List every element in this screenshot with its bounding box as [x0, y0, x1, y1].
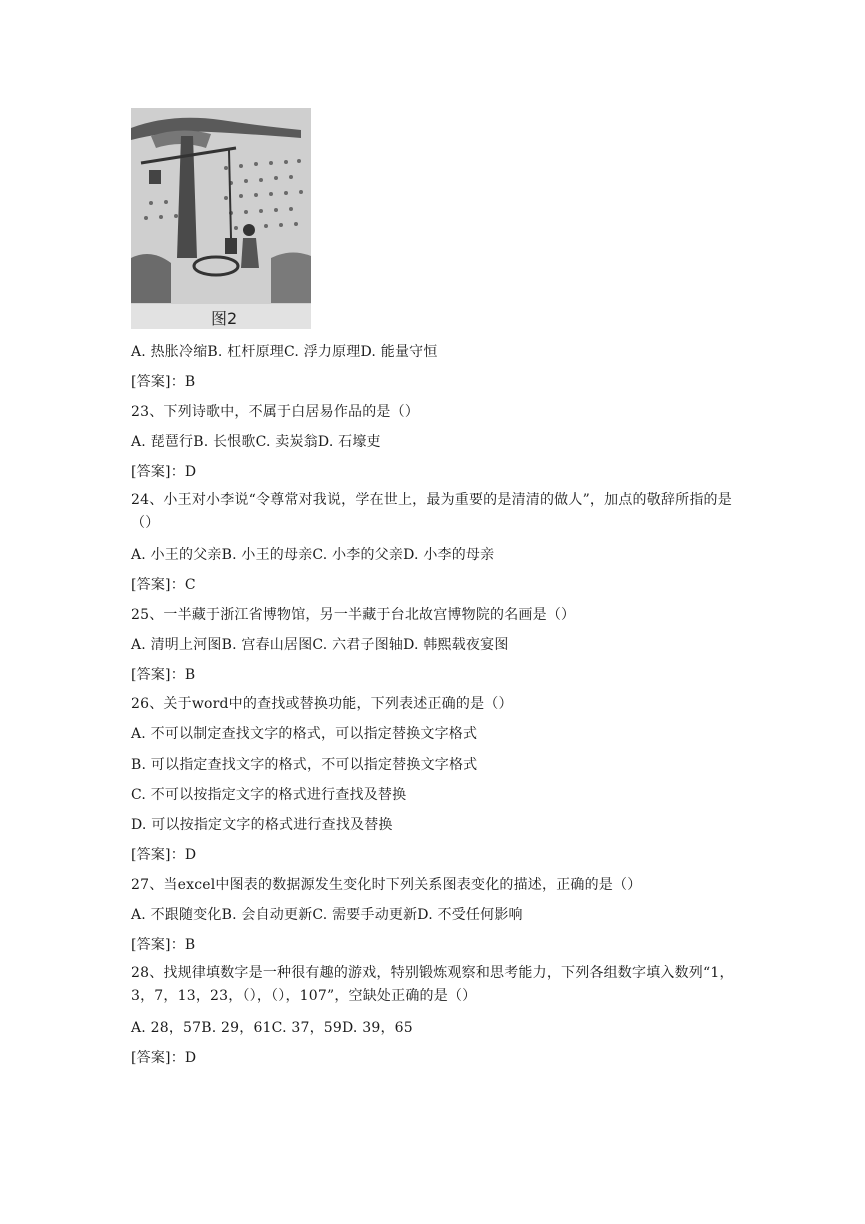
q27-options: A. 不跟随变化B. 会自动更新C. 需要手动更新D. 不受任何影响: [131, 907, 523, 923]
q23-options: A. 琵琶行B. 长恨歌C. 卖炭翁D. 石壕吏: [131, 434, 381, 450]
q28-answer: [答案]：D: [131, 1050, 197, 1066]
figure-image: [131, 108, 311, 329]
figure-caption: 图2: [211, 309, 238, 328]
q22-answer: [答案]：B: [131, 374, 196, 390]
q25-options: A. 清明上河图B. 宫春山居图C. 六君子图轴D. 韩熙载夜宴图: [131, 637, 509, 653]
well-sweep-illustration: [131, 108, 311, 329]
q26-option-a: A. 不可以制定查找文字的格式，可以指定替换文字格式: [131, 726, 478, 742]
q28-options: A. 28，57B. 29，61C. 37，59D. 39，65: [131, 1020, 413, 1036]
q25-question: 25、一半藏于浙江省博物馆，另一半藏于台北故宫博物院的名画是（）: [131, 607, 576, 623]
q23-answer: [答案]：D: [131, 464, 197, 480]
q26-option-b: B. 可以指定查找文字的格式，不可以指定替换文字格式: [131, 757, 478, 773]
q24-options: A. 小王的父亲B. 小王的母亲C. 小李的父亲D. 小李的母亲: [131, 547, 495, 563]
q22-options: A. 热胀冷缩B. 杠杆原理C. 浮力原理D. 能量守恒: [131, 344, 438, 360]
q23-question: 23、下列诗歌中，不属于白居易作品的是（）: [131, 404, 420, 420]
q26-option-d: D. 可以按指定文字的格式进行查找及替换: [131, 817, 393, 833]
q27-answer: [答案]：B: [131, 937, 196, 953]
q28-question: 28、找规律填数字是一种很有趣的游戏，特别锻炼观察和思考能力，下列各组数字填入数列“1，3，7，13，23，（），（），107”，空缺处正确的是（）: [131, 965, 734, 1004]
q26-option-c: C. 不可以按指定文字的格式进行查找及替换: [131, 787, 407, 803]
q26-answer: [答案]：D: [131, 847, 197, 863]
q27-question: 27、当excel中图表的数据源发生变化时下列关系图表变化的描述，正确的是（）: [131, 877, 642, 893]
q24-question: 24、小王对小李说“令尊常对我说，学在世上，最为重要的是清清的做人”，加点的敬辞所指的是（）: [131, 492, 732, 531]
q24-answer: [答案]：C: [131, 577, 196, 593]
q26-question: 26、关于word中的查找或替换功能，下列表述正确的是（）: [131, 696, 513, 712]
q25-answer: [答案]：B: [131, 667, 196, 683]
